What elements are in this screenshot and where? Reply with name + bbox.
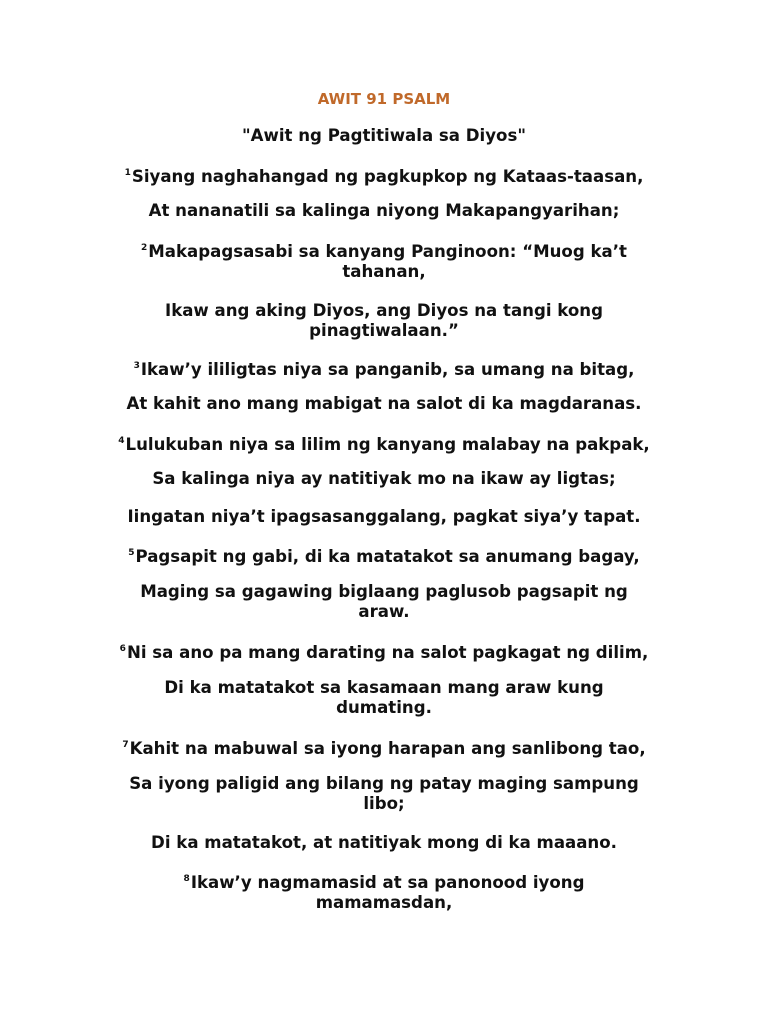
verse-paragraph xyxy=(0,164,768,187)
verse-line: Di ka matatakot, at natitiyak mong di ka maaano. xyxy=(151,833,617,852)
verse-line: Sa kalinga niya ay natitiyak mo na ikaw ay ligtas; xyxy=(152,469,616,488)
verse-line: $^4$Lulukuban niya sa lilim ng kanyang malabay na pakpak, xyxy=(118,435,650,454)
verse-line: $^3$Ikaw’y ililigtas niya sa panganib, sa umang na bitag, xyxy=(133,360,635,379)
document-title: AWIT 91 PSALM xyxy=(317,90,451,108)
verse-paragraph xyxy=(0,301,768,340)
verse-paragraph xyxy=(0,870,768,912)
verse-paragraph xyxy=(0,394,768,414)
verse-line: mamamasdan, xyxy=(315,892,453,912)
verse-line: $^8$Ikaw’y nagmamasid at sa panonood iyong xyxy=(183,873,585,892)
verse-line: $^7$Kahit na mabuwal sa iyong harapan ang sanlibong tao, xyxy=(122,739,646,758)
verse-number: 2 xyxy=(141,243,148,253)
verse-line: dumating. xyxy=(336,697,432,717)
verse-paragraph xyxy=(0,774,768,813)
verse-line: At kahit ano mang mabigat na salot di ka magdaranas. xyxy=(126,394,642,413)
verse-number: 7 xyxy=(122,740,129,750)
verse-paragraph xyxy=(0,507,768,527)
document-subtitle: "Awit ng Pagtitiwala sa Diyos" xyxy=(242,126,526,145)
verse-paragraph xyxy=(0,833,768,853)
verse-line: Maging sa gagawing biglaang paglusob pagsapit ng xyxy=(140,582,628,601)
verse-number: 4 xyxy=(118,436,125,446)
verse-number: 8 xyxy=(183,874,190,884)
verse-line: Iingatan niya’t ipagsasanggalang, pagkat siya’y tapat. xyxy=(127,507,641,526)
verse-line: pinagtiwalaan.” xyxy=(309,320,459,340)
verse-number: 5 xyxy=(128,548,135,558)
verse-line: Ikaw ang aking Diyos, ang Diyos na tangi kong xyxy=(165,301,603,320)
verse-paragraph xyxy=(0,239,768,281)
verse-line: libo; xyxy=(363,793,405,813)
verse-line: Sa iyong paligid ang bilang ng patay maging sampung xyxy=(129,774,639,793)
verse-line: At nananatili sa kalinga niyong Makapangyarihan; xyxy=(148,201,620,220)
verse-paragraph xyxy=(0,678,768,717)
verse-line: $^2$Makapagsasabi sa kanyang Panginoon: “Muog ka’t xyxy=(141,242,627,261)
verse-paragraph xyxy=(0,544,768,567)
verse-line: $^1$Siyang naghahangad ng pagkupkop ng Kataas-taasan, xyxy=(124,167,644,186)
verse-line: Di ka matatakot sa kasamaan mang araw kung xyxy=(164,678,604,697)
verse-line: tahanan, xyxy=(342,261,426,281)
verse-paragraph xyxy=(0,640,768,663)
verse-paragraph xyxy=(0,736,768,759)
verse-line: $^5$Pagsapit ng gabi, di ka matatakot sa anumang bagay, xyxy=(128,547,640,566)
verse-paragraph xyxy=(0,469,768,489)
verse-line: araw. xyxy=(358,601,410,621)
verse-number: 6 xyxy=(119,644,126,654)
verse-line: $^6$Ni sa ano pa mang darating na salot pagkagat ng dilim, xyxy=(119,643,649,662)
verse-number: 3 xyxy=(133,361,140,371)
verse-paragraph xyxy=(0,582,768,621)
verse-paragraph xyxy=(0,432,768,455)
verse-paragraph xyxy=(0,357,768,380)
verse-number: 1 xyxy=(124,168,131,178)
verse-paragraph xyxy=(0,201,768,221)
